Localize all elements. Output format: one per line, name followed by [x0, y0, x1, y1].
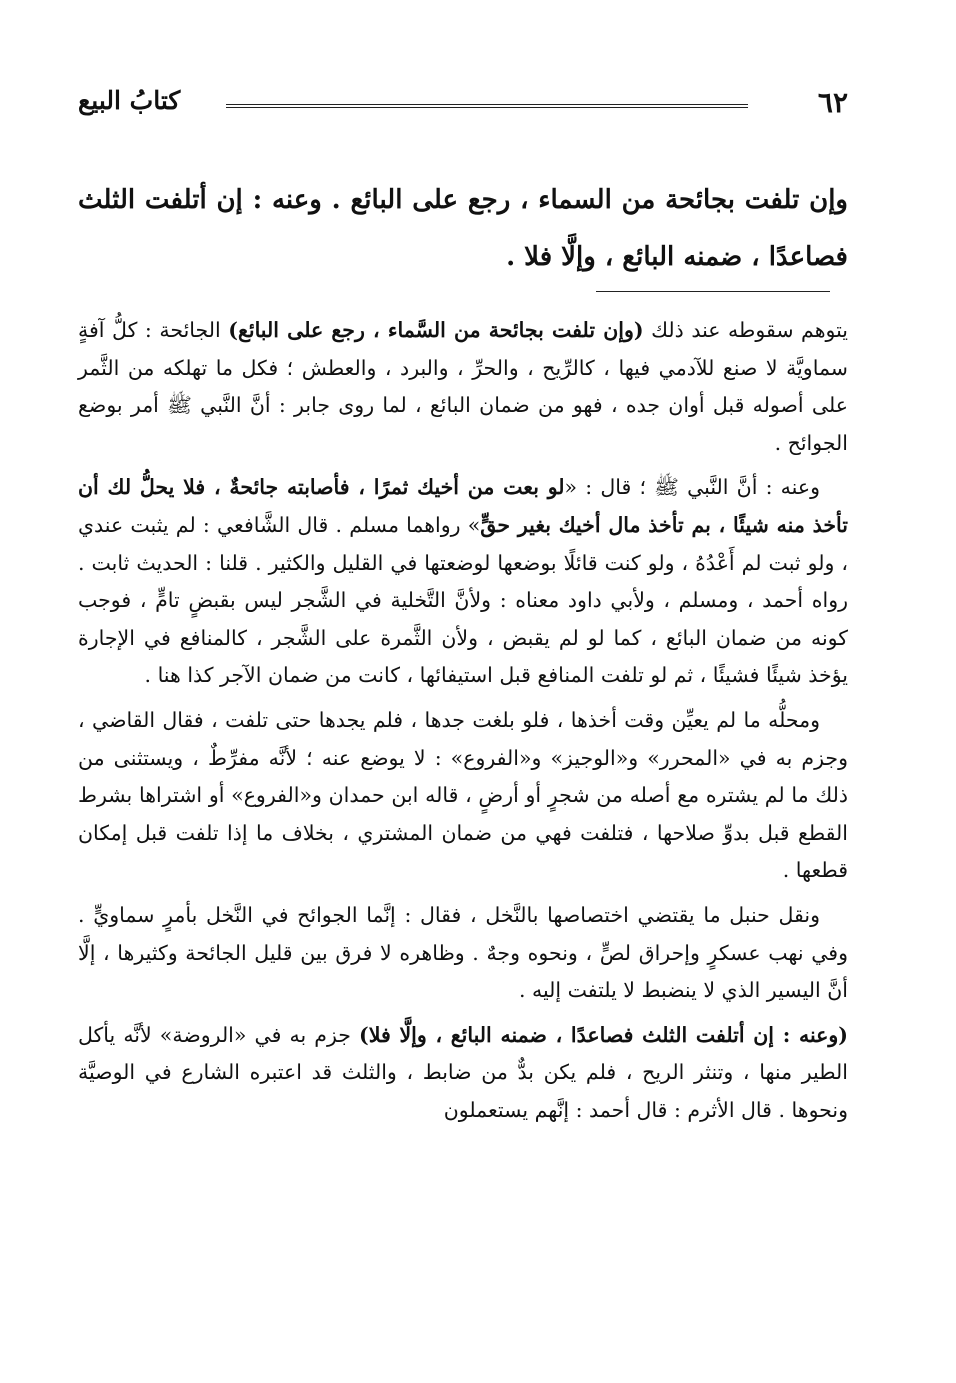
book-title: كتابُ البيع [78, 86, 181, 115]
page-header [78, 80, 848, 128]
quoted-matn: (وعنه : إن أتلفت الثلث فصاعدًا ، ضمنه البائع ، وإلَّا فلا) [359, 1022, 848, 1047]
commentary-text: ونقل حنبل ما يقتضي اختصاصها بالنَّخل ، فقال : إنَّما الجوائح في النَّخل بأمرٍ سماويٍّ . وفي نهب عسكرٍ وإحراق لصٍّ ، ونحوه وجهٌ . وظاهره لا فرق بين قليل الجائحة وكثيرها ، إلَّا أنَّ اليسير الذي لا ينضبط لا يلتفت إليه . [78, 902, 848, 1003]
commentary [78, 312, 848, 1136]
commentary-text: ومحلُّه ما لم يعيِّن وقت أخذها ، فلو بلغت جدها ، فلم يجدها حتى تلفت ، فقال القاضي ، وجزم به في «المحرر» و«الوجيز» و«الفروع» : لا يوضع عنه ؛ لأنَّه مفرِّطٌ ، ويستثنى من ذلك ما لم يشتره مع أصله من شجرٍ أو أرضٍ ، قاله ابن حمدان و«الفروع» أو اشتراها بشرط القطع قبل بدوِّ صلاحها ، فتلفت فهي من ضمان المشتري ، بخلاف ما إذا تلفت قبل إمكان قطعها . [78, 707, 848, 883]
commentary-text: يتوهم سقوطه عند ذلك [643, 318, 848, 342]
page-number: ٦٢ [817, 86, 848, 119]
commentary-paragraph-2 [78, 469, 848, 695]
commentary-text: جزم به في «الروضة» لأنَّه يأكل الطير منها ، وتنثر الريح ، فلم يكن بدٌّ من ضابط ، والثلث قد اعتبره الشارع في الوصيَّة ونحوها . قال الأثرم : قال أحمد : إنَّهم يستعملون [78, 1022, 848, 1122]
footnote-separator [596, 291, 830, 292]
hadith-text: لو بعت من أخيك ثمرًا ، فأصابته جائحةٌ ، فلا يحلُّ لك أن تأخذ منه شيئًا ، بم تأخذ مال أخيك بغير حقٍّ [78, 475, 848, 537]
commentary-paragraph-1 [78, 312, 848, 462]
commentary-text: وعنه : أنَّ النَّبي ﷺ ؛ قال : « [564, 475, 820, 500]
commentary-paragraph-3 [78, 702, 848, 890]
commentary-text: » رواهما مسلم . قال الشَّافعي : لم يثبت عندي ، ولو ثبت لم أَعْدُهُ ، ولو كنت قائلًا بوضعها لوضعتها في القليل والكثير . قلنا : الحديث ثابت . رواه أحمد ، ومسلم ، ولأبي داود معناه : ولأنَّ التَّخلية في الشَّجر ليس بقبضٍ تامٍّ ، فوجب كونه من ضمان البائع ، كما لو لم يقبض ، ولأن الثَّمرة على الشَّجر ، كالمنافع في الإجارة يؤخذ شيئًا فشيئًا ، ثم لو تلفت المنافع قبل استيفائها ، كانت من ضمان الآجر كذا هنا . [78, 512, 848, 688]
main-text: وإن تلفت بجائحة من السماء ، رجع على البائع . وعنه : إن أتلفت الثلث فصاعدًا ، ضمنه البائع ، وإلَّا فلا . [78, 185, 848, 272]
commentary-paragraph-4 [78, 897, 848, 1010]
quoted-matn: (وإن تلفت بجائحة من السَّماء ، رجع على البائع) [228, 318, 644, 342]
header-rule [226, 104, 748, 108]
commentary-text: الجائحة : كلُّ آفةٍ سماويَّة لا صنع للآدمي فيها ، كالرِّيح ، والحرِّ ، والبرد ، والعطش ؛ فكل ما تهلكه من الثَّمر على أصوله قبل أوان جده ، فهو من ضمان البائع ، لما روى جابر : أنَّ النَّبي ﷺ أمر بوضع الجوائح . [78, 318, 848, 455]
commentary-paragraph-5 [78, 1017, 848, 1130]
